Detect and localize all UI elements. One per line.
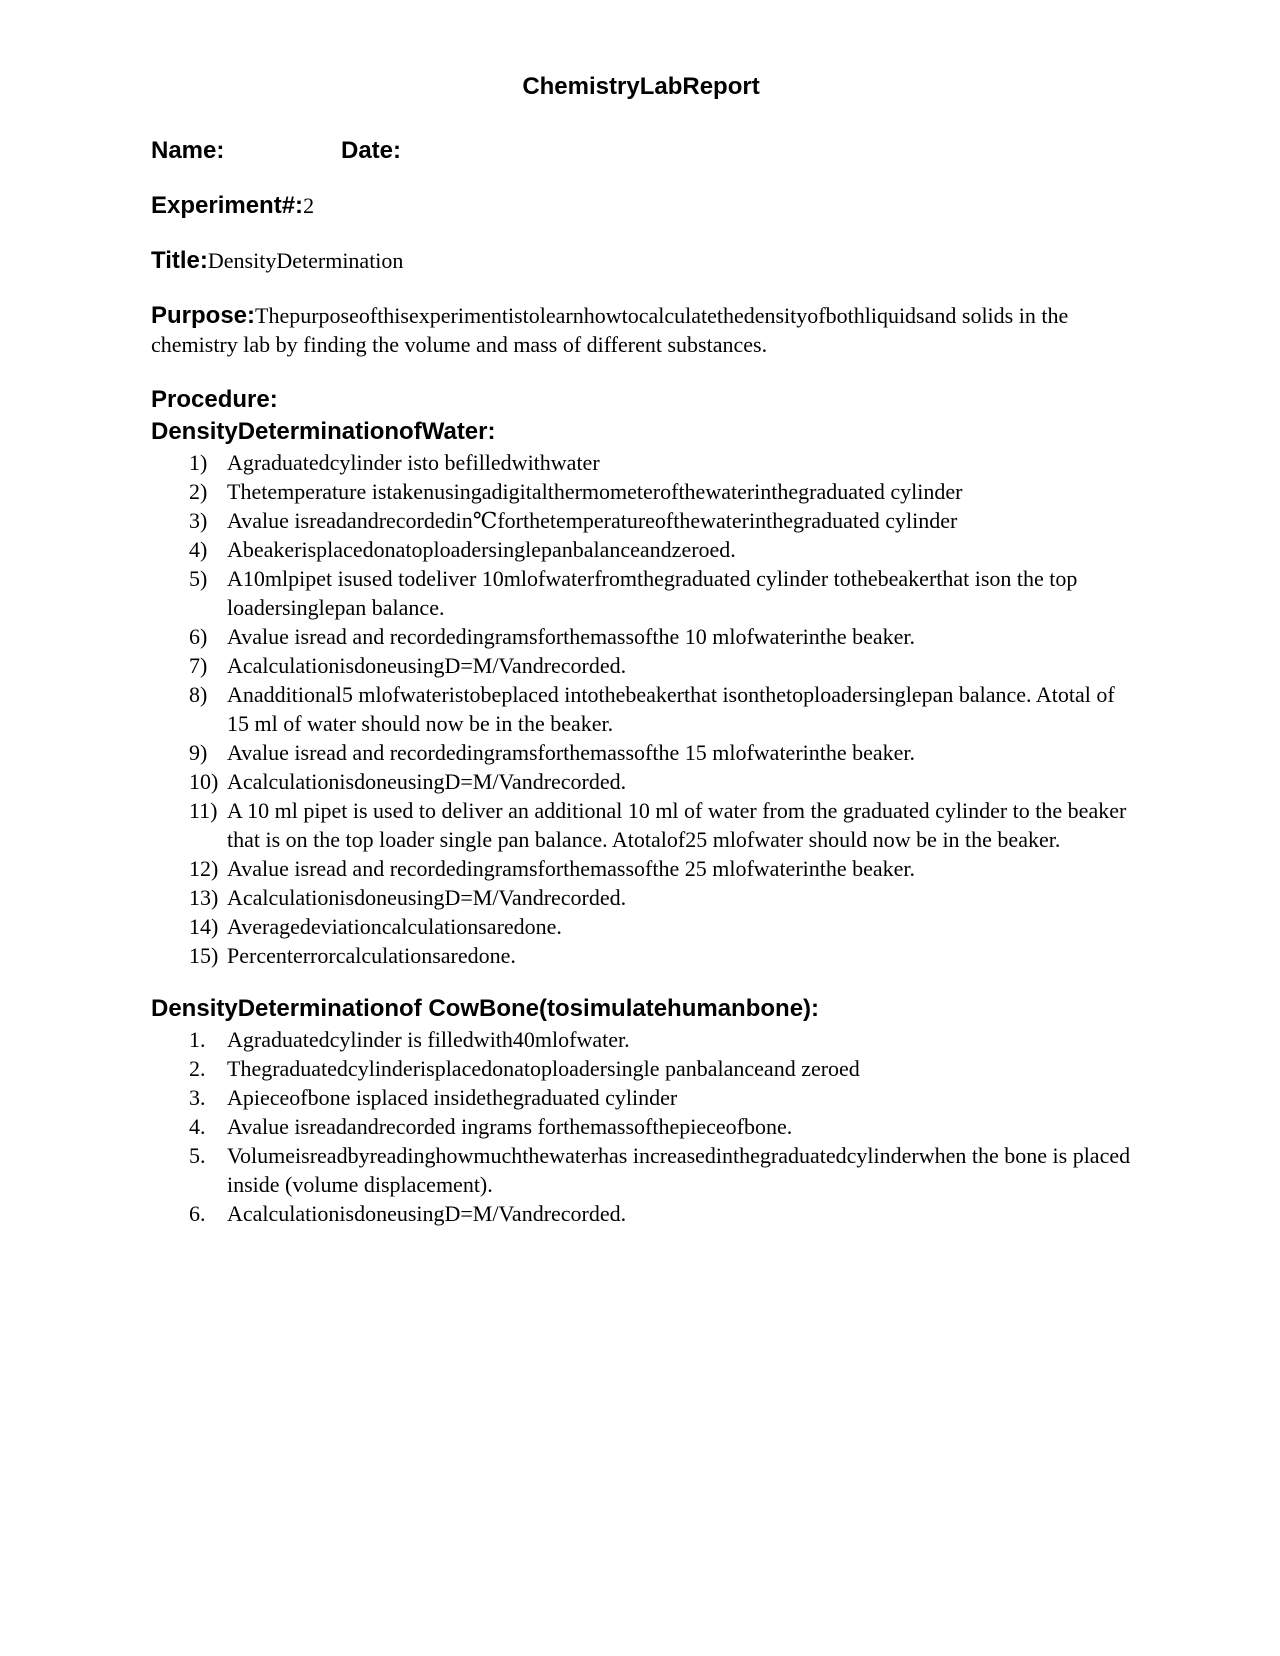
report-title: ChemistryLabReport: [522, 73, 760, 100]
list-item: [151, 535, 1131, 564]
title-row: [151, 246, 1131, 275]
step-text: Avalue isread and recordedingramsforthemassofthe 25 mlofwaterinthe beaker.: [227, 856, 916, 881]
step-text: A10mlpipet isused todeliver 10mlofwaterfromthegraduated cylinder tothebeakerthat ison the top loadersinglepan balance.: [227, 566, 1078, 620]
step-text: Anadditional5 mlofwateristobeplaced intothebeakerthat isonthetoploadersinglepan balance. Atotal of 15 ml of water should now be in the beaker.: [227, 682, 1115, 736]
name-label: Name:: [151, 137, 225, 164]
title-value: DensityDetermination: [207, 248, 404, 273]
list-item: [151, 564, 1131, 622]
step-text: Avalue isread and recordedingramsforthemassofthe 15 mlofwaterinthe beaker.: [227, 740, 916, 765]
list-item: [151, 738, 1131, 767]
step-number: 15): [189, 943, 219, 968]
step-number: 1): [189, 450, 208, 475]
list-item: [151, 1083, 1131, 1112]
list-item: [151, 1054, 1131, 1083]
name-field: [151, 136, 341, 165]
list-item: [151, 796, 1131, 854]
list-item: [151, 854, 1131, 883]
step-number: 5.: [189, 1143, 206, 1168]
step-number: 3.: [189, 1085, 206, 1110]
step-text: Avalue isreadandrecorded ingrams forthemassofthepieceofbone.: [227, 1114, 793, 1139]
step-text: AcalculationisdoneusingD=M/Vandrecorded.: [227, 885, 627, 910]
step-number: 12): [189, 856, 219, 881]
step-number: 2): [189, 479, 208, 504]
procedure-heading: Procedure:: [151, 386, 278, 413]
step-number: 10): [189, 769, 219, 794]
list-item: [151, 883, 1131, 912]
list-item: [151, 1112, 1131, 1141]
step-text: Thetemperature istakenusingadigitalthermometerofthewaterinthegraduated cylinder: [227, 479, 963, 504]
step-number: 3): [189, 508, 208, 533]
step-text: Avalue isread and recordedingramsforthemassofthe 10 mlofwaterinthe beaker.: [227, 624, 916, 649]
step-text: AcalculationisdoneusingD=M/Vandrecorded.: [227, 653, 627, 678]
experiment-row: [151, 191, 1131, 220]
step-text: Agraduatedcylinder isto befilledwithwater: [227, 450, 600, 475]
water-section-heading: DensityDeterminationofWater:: [151, 418, 496, 445]
list-item: [151, 506, 1131, 535]
step-text: Abeakerisplacedonatoploadersinglepanbalanceandzeroed.: [227, 537, 736, 562]
step-number: 1.: [189, 1027, 206, 1052]
list-item: [151, 1025, 1131, 1054]
water-steps-list: [151, 448, 1131, 970]
step-text: Avalue isreadandrecordedin℃forthetemperatureofthewaterinthegraduated cylinder: [227, 508, 958, 533]
list-item: [151, 448, 1131, 477]
step-number: 4): [189, 537, 208, 562]
list-item: [151, 1199, 1131, 1228]
bone-section: [151, 993, 1131, 1228]
experiment-label: Experiment#:: [151, 192, 304, 219]
step-text: AcalculationisdoneusingD=M/Vandrecorded.: [227, 769, 627, 794]
step-number: 6): [189, 624, 208, 649]
step-text: Percenterrorcalculationsaredone.: [227, 943, 516, 968]
step-number: 5): [189, 566, 208, 591]
step-text: Agraduatedcylinder is filledwith40mlofwater.: [227, 1027, 630, 1052]
step-text: A 10 ml pipet is used to deliver an additional 10 ml of water from the graduated cylinder to the beaker that is on the top loader single pan balance. Atotalof25 mlofwater should now be in the beaker.: [227, 798, 1127, 852]
step-text: Averagedeviationcalculationsaredone.: [227, 914, 562, 939]
step-number: 7): [189, 653, 208, 678]
step-number: 6.: [189, 1201, 206, 1226]
date-field: [341, 136, 401, 165]
list-item: [151, 477, 1131, 506]
list-item: [151, 941, 1131, 970]
list-item: [151, 651, 1131, 680]
step-number: 4.: [189, 1114, 206, 1139]
step-number: 14): [189, 914, 219, 939]
list-item: [151, 680, 1131, 738]
step-number: 13): [189, 885, 219, 910]
step-number: 9): [189, 740, 208, 765]
bone-section-heading: DensityDeterminationof CowBone(tosimulatehumanbone):: [151, 995, 820, 1022]
purpose-text: Thepurposeofthisexperimentistolearnhowtocalculatethedensityofbothliquidsand solids in the chemistry lab by finding the volume and mass of different substances.: [151, 303, 1069, 357]
report-body: [151, 70, 1131, 1228]
list-item: [151, 912, 1131, 941]
step-text: AcalculationisdoneusingD=M/Vandrecorded.: [227, 1201, 627, 1226]
name-date-row: [151, 136, 1131, 165]
step-text: Volumeisreadbyreadinghowmuchthewaterhas increasedinthegraduatedcylinderwhen the bone is placed inside (volume displacement).: [227, 1143, 1131, 1197]
procedure-section: [151, 384, 1131, 970]
purpose-label: Purpose:: [151, 302, 256, 329]
step-text: Thegraduatedcylinderisplacedonatoploadersingle panbalanceand zeroed: [227, 1056, 860, 1081]
purpose-row: [151, 301, 1131, 359]
experiment-value: 2: [303, 193, 315, 218]
bone-steps-list: [151, 1025, 1131, 1228]
list-item: [151, 767, 1131, 796]
list-item: [151, 622, 1131, 651]
list-item: [151, 1141, 1131, 1199]
title-label: Title:: [151, 247, 208, 274]
date-label: Date:: [341, 137, 402, 164]
step-number: 2.: [189, 1056, 206, 1081]
step-text: Apieceofbone isplaced insidethegraduated cylinder: [227, 1085, 678, 1110]
step-number: 8): [189, 682, 208, 707]
step-number: 11): [189, 798, 218, 823]
